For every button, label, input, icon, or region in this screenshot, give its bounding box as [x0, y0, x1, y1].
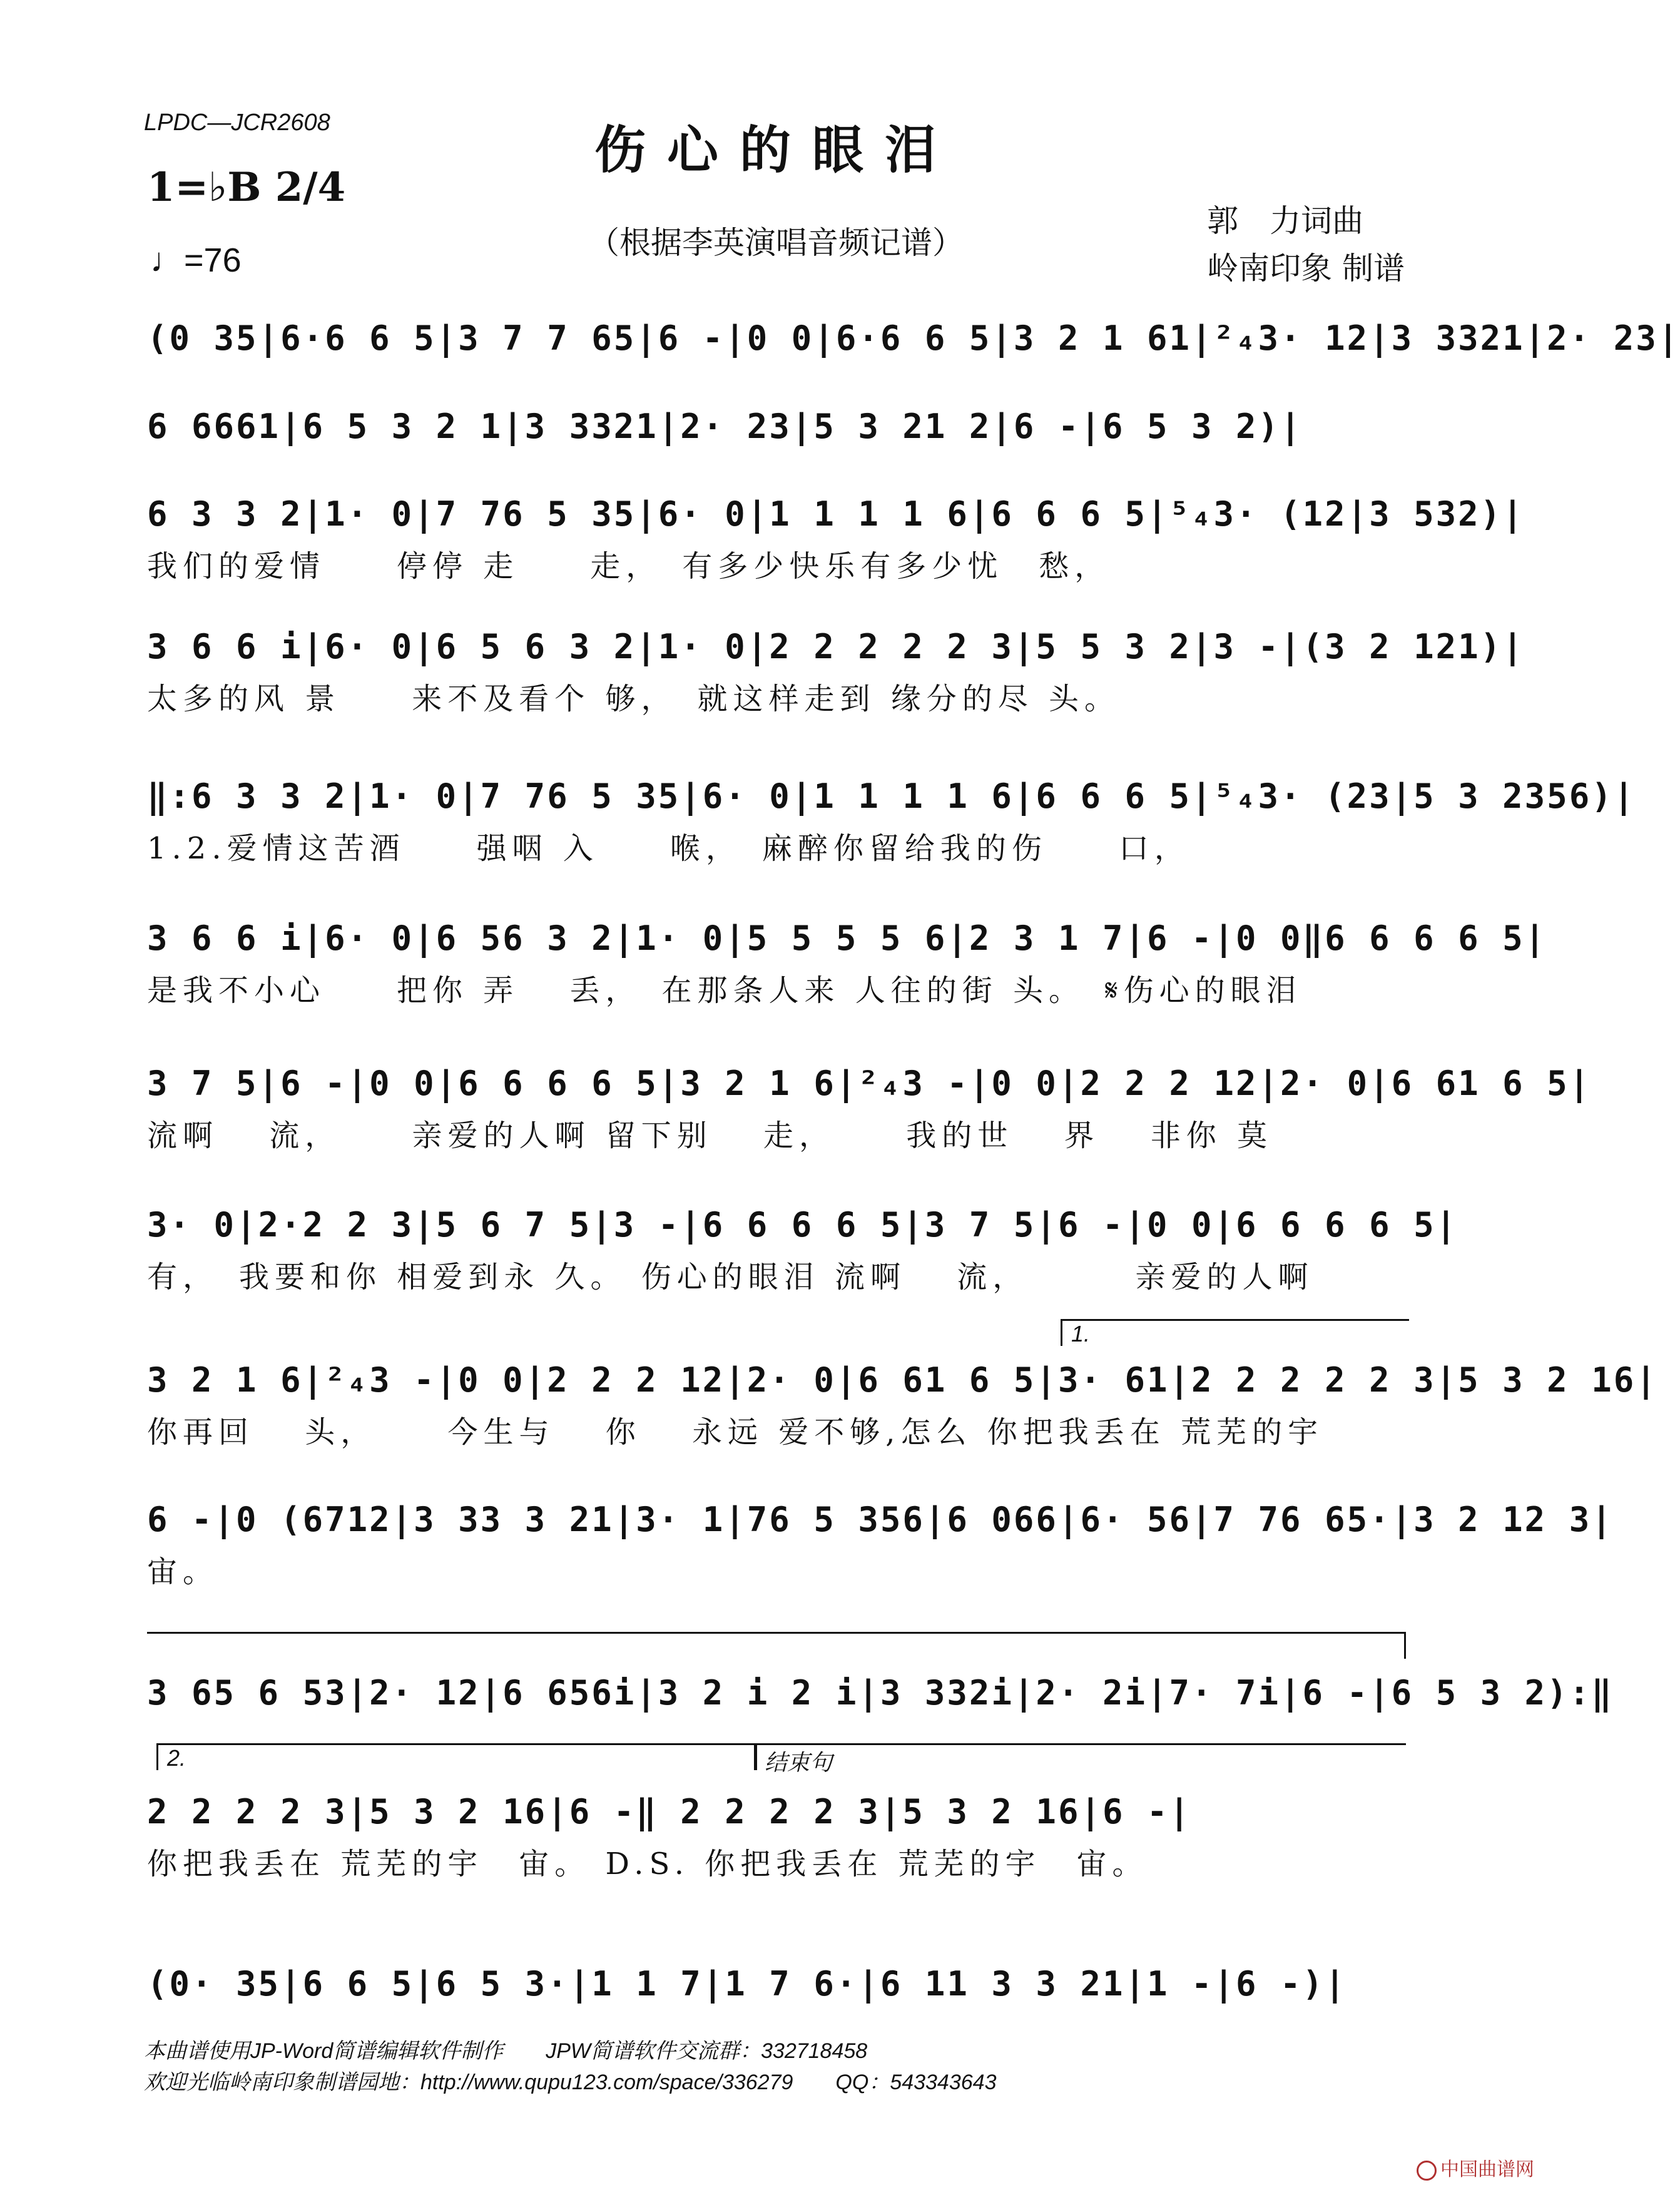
- system-9: [147, 1352, 1658, 1455]
- notation-line: 6 3 3 2|1· 0|7 76 5 35|6· 0|1 1 1 1 6|6 6 6 5|⁵₄3· (12|3 532)|: [147, 494, 1525, 534]
- notation-line: 3· 0|2·2 2 3|5 6 7 5|3 -|6 6 6 6 5|3 7 5|6 -|0 0|6 6 6 6 5|: [147, 1205, 1459, 1245]
- footer-line-1: 本曲谱使用JP-Word简谱编辑软件制作 JPW简谱软件交流群：332718458: [144, 2039, 868, 2063]
- lyric-line: 是我不小心 把你 弄 丢， 在那条人来 人往的街 头。 𝄋伤心的眼泪: [147, 973, 1302, 1008]
- lyric-line: 你再回 头， 今生与 你 永远 爱不够,怎么 你把我丢在 荒芜的宇: [147, 1415, 1324, 1450]
- notation-line: 3 2 1 6|²₄3 -|0 0|2 2 2 12|2· 0|6 61 6 5|3· 61|2 2 2 2 2 3|5 3 2 16|: [147, 1360, 1658, 1400]
- system-2: [147, 398, 1405, 456]
- lyric-line: 太多的风 景 来不及看个 够， 就这样走到 缘分的尽 头。: [147, 681, 1121, 716]
- lyric-line: 流啊 流， 亲爱的人啊 留下别 走， 我的世 界 非你 莫: [147, 1118, 1273, 1153]
- second-ending-label: 2.: [167, 1745, 186, 1771]
- system-4: [147, 618, 1525, 722]
- watermark-logo-icon: [1417, 2161, 1437, 2181]
- song-subtitle: （根据李英演唱音频记谱）: [588, 225, 964, 261]
- system-11: [147, 1664, 1614, 1722]
- first-ending-label: 1.: [1071, 1321, 1091, 1347]
- coda-label: 结束句: [765, 1749, 833, 1775]
- notation-line: 3 7 5|6 -|0 0|6 6 6 6 5|3 2 1 6|²₄3 -|0 0|2 2 2 12|2· 0|6 61 6 5|: [147, 1064, 1592, 1103]
- notation-line: 2 2 2 2 3|5 3 2 16|6 -‖ 2 2 2 2 3|5 3 2 16|6 -|: [147, 1792, 1192, 1831]
- system-12: [147, 1783, 1405, 1887]
- tempo-marking: ♩=76: [150, 242, 242, 279]
- system-13: [147, 1955, 1405, 2013]
- system-6: [147, 910, 1547, 1014]
- system-7: [147, 1055, 1592, 1159]
- notation-line: (0· 35|6 6 5|6 5 3·|1 1 7|1 7 6·|6 11 3 3 21|1 -|6 -)|: [147, 1964, 1347, 2004]
- first-ending-bracket-continued: [147, 1632, 1406, 1659]
- second-ending-bracket: [156, 1743, 757, 1770]
- song-title: 伤心的眼泪: [594, 120, 957, 180]
- first-ending-bracket: [1061, 1319, 1409, 1346]
- credits: [1207, 197, 1405, 292]
- notation-line: 3 6 6 i|6· 0|6 56 3 2|1· 0|5 5 5 5 6|2 3 1 7|6 -|0 0‖6 6 6 6 5|: [147, 919, 1547, 958]
- watermark-text: 中国曲谱网: [1440, 2159, 1534, 2181]
- score-code: LPDC—JCR2608: [144, 109, 330, 136]
- lyricist: 郭 力词曲: [1207, 203, 1364, 239]
- system-1: [147, 310, 1680, 367]
- notation-line: 3 65 6 53|2· 12|6 656i|3 2 i 2 i|3 332i|2· 2i|7· 7i|6 -|6 5 3 2):‖: [147, 1673, 1614, 1713]
- system-8: [147, 1196, 1459, 1300]
- arranger: 岭南印象 制谱: [1207, 250, 1405, 287]
- lyric-line: 宙。: [147, 1554, 219, 1589]
- footer-line-2: 欢迎光临岭南印象制谱园地：http://www.qupu123.com/space/336279 QQ：543343643: [144, 2070, 997, 2094]
- lyric-line: 你把我丢在 荒芜的宇 宙。 D.S. 你把我丢在 荒芜的宇 宙。: [147, 1846, 1148, 1882]
- notation-line: 6 6661|6 5 3 2 1|3 3321|2· 23|5 3 21 2|6 -|6 5 3 2)|: [147, 407, 1303, 446]
- system-10: [147, 1491, 1614, 1595]
- watermark: [1417, 2154, 1534, 2181]
- notation-line: (0 35|6·6 6 5|3 7 7 65|6 -|0 0|6·6 6 5|3 2 1 61|²₄3· 12|3 3321|2· 23|: [147, 318, 1680, 358]
- lyric-line: 1.2.爱情这苦酒 强咽 入 喉， 麻醉你留给我的伤 口，: [147, 831, 1190, 866]
- system-5: [147, 768, 1636, 872]
- lyric-line: 有， 我要和你 相爱到永 久。 伤心的眼泪 流啊 流， 亲爱的人啊: [147, 1260, 1314, 1295]
- notation-line: 3 6 6 i|6· 0|6 5 6 3 2|1· 0|2 2 2 2 2 3|5 5 3 2|3 -|(3 2 121)|: [147, 627, 1525, 666]
- notation-line: 6 -|0 (6712|3 33 3 21|3· 1|76 5 356|6 066|6· 56|7 76 65·|3 2 12 3|: [147, 1500, 1614, 1539]
- key-signature: 1=♭B 2/4: [147, 164, 346, 211]
- system-3: [147, 486, 1525, 589]
- coda-bracket: [754, 1743, 1406, 1775]
- lyric-line: 我们的爱情 停停 走 走， 有多少快乐有多少忧 愁，: [147, 549, 1111, 584]
- notation-line: ‖:6 3 3 2|1· 0|7 76 5 35|6· 0|1 1 1 1 6|6 6 6 5|⁵₄3· (23|5 3 2356)|: [147, 777, 1636, 816]
